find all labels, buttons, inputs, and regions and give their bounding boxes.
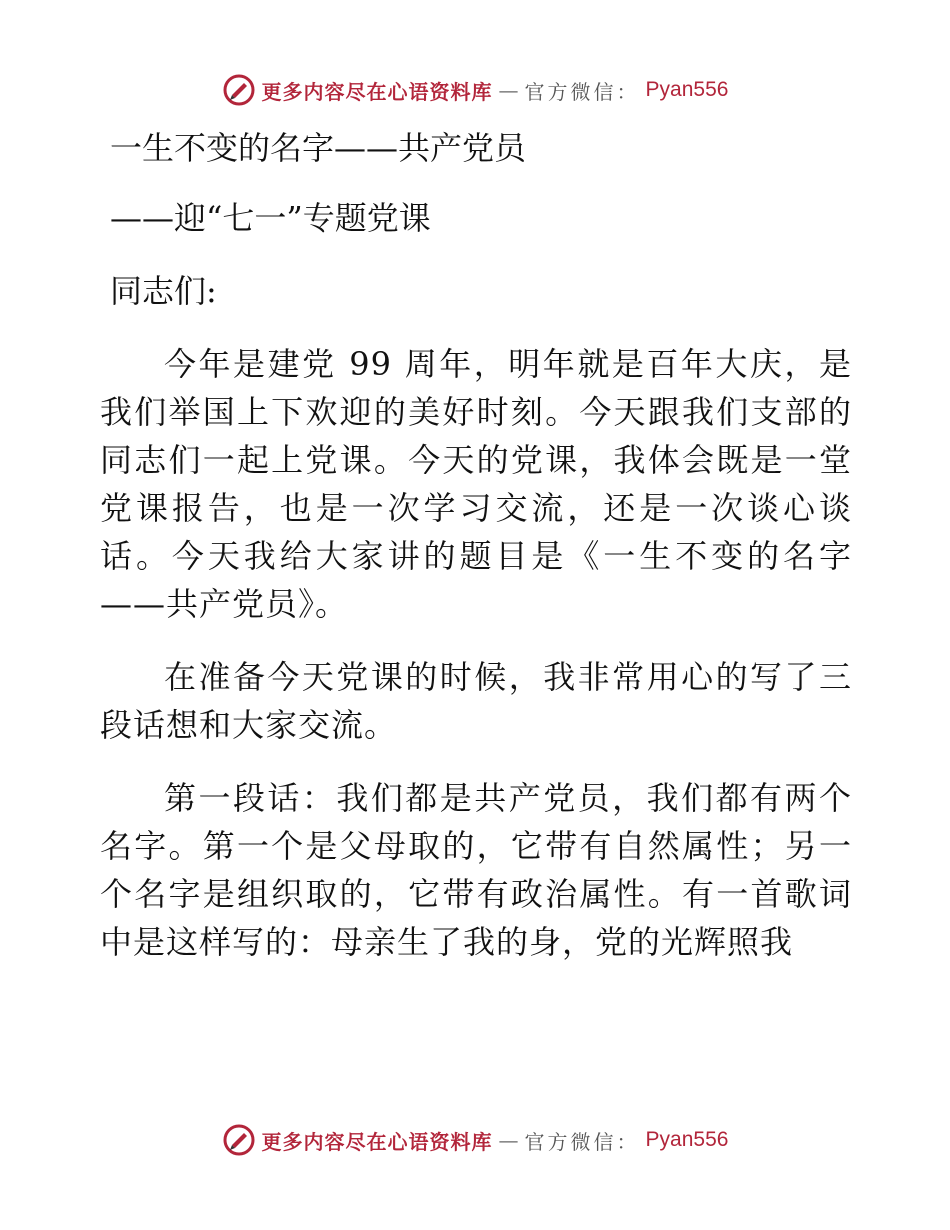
banner-lead-text: 更多内容尽在心语资料库 — [261, 1129, 493, 1154]
paragraph: 在准备今天党课的时候，我非常用心的写了三段话想和大家交流。 — [100, 658, 852, 744]
footer-banner — [0, 1120, 950, 1160]
paragraph: 第一段话：我们都是共产党员，我们都有两个名字。第一个是父母取的，它带有自然属性；另一个名字是组织取的，它带有政治属性。有一首歌词中是这样写的：母亲生了我的身，党的光辉照我 — [100, 779, 852, 961]
banner-inner — [222, 1123, 729, 1157]
salutation: 同志们: — [110, 272, 217, 310]
banner-dash: — — [498, 78, 519, 102]
banner-lead-text: 更多内容尽在心语资料库 — [261, 79, 493, 104]
banner-inner — [222, 73, 729, 107]
document-subtitle: ——迎“七一”专题党课 — [110, 199, 431, 237]
banner-wechat-id: Pyan556 — [645, 1128, 729, 1151]
banner-dash: — — [498, 1128, 519, 1152]
library-logo-icon — [222, 1123, 256, 1157]
paragraph: 今年是建党 99 周年，明年就是百年大庆，是我们举国上下欢迎的美好时刻。今天跟我们支部的同志们一起上党课。今天的党课，我体会既是一堂党课报告，也是一次学习交流，还是一次谈心谈话。今天我给大家讲的题目是《一生不变的名字——共产党员》。 — [100, 345, 852, 623]
banner-official-label: 官方微信： — [524, 79, 640, 104]
banner-official-label: 官方微信： — [524, 1129, 640, 1154]
banner-wechat-id: Pyan556 — [645, 78, 729, 101]
document-title: 一生不变的名字——共产党员 — [110, 129, 527, 167]
library-logo-icon — [222, 73, 256, 107]
document-body — [100, 124, 852, 966]
header-banner — [0, 70, 950, 110]
